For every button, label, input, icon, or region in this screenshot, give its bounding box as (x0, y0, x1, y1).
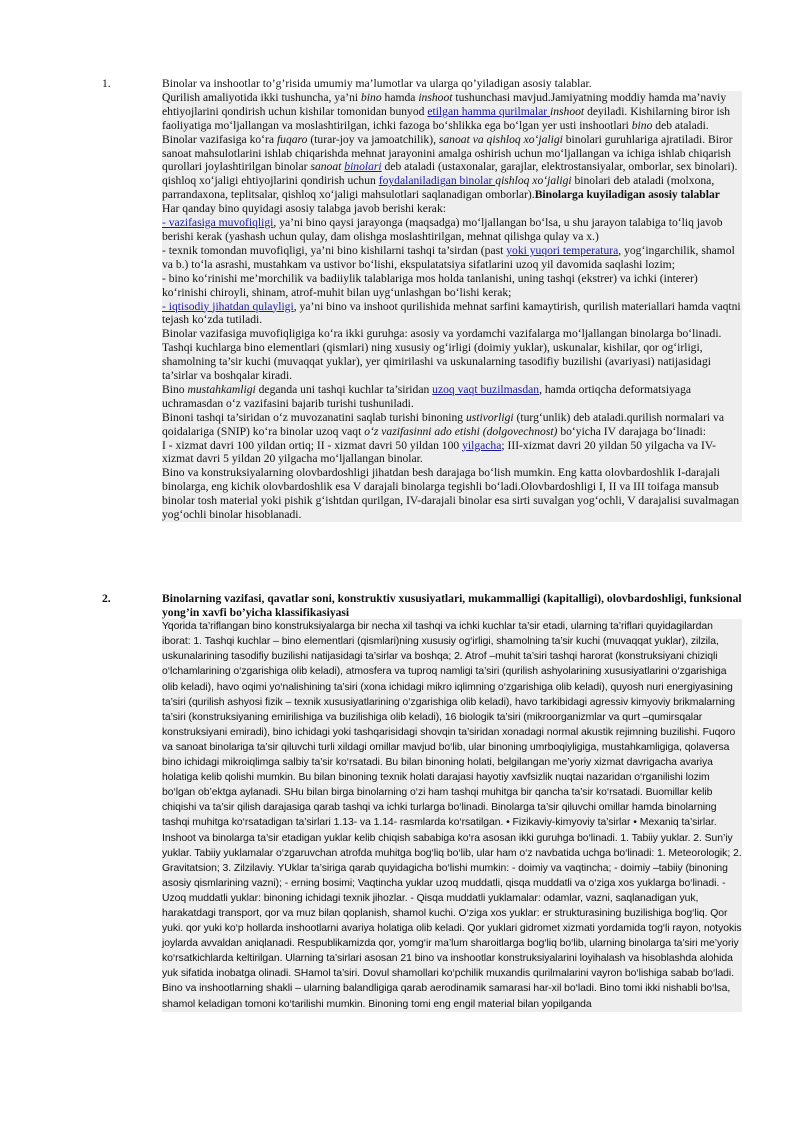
paragraph: - iqtisodiy jihatdan qulayligi, ya’ni bino va inshoot qurilishida mehnat sarfini kamaytirish, qurilish materiallari hamda vaqtni tejash ko‘zda tutiladi. (162, 299, 741, 327)
paragraph: Bino va konstruksiyalarning olovbardoshligi jihatdan besh darajaga bo‘lish mumkin. Eng katta olovbardoshlik I-darajali binolarga, eng kichik olovbardoshlik esa V darajali binolarga tegishli bo‘ladi.Olovbardoshligi I, II va III toifaga mansub binolar tosh material yoki pishik g‘ishtdan qurilgan, IV-darajali binolar esa sirti suvalgan yog‘ochli, V darajalisi suvalmagan yog‘ochli binolar hisoblanadi. (162, 466, 740, 522)
subheading-talablar: Binolarga kuyiladigan asosiy talablar (534, 188, 720, 202)
section-2 (102, 592, 742, 1012)
paragraph: Binoni tashqi ta’siridan o‘z muvozanatini saqlab turishi binoning ustivorligi (turg‘unlik) deb ataladi.qurilish normalari va qoidalariga (SNIP) ko‘ra binolar uzoq vaqt o‘z vazifasinni ado etishi (dolgovechnost) bo‘yicha IV darajaga bo‘linadi: (162, 410, 724, 438)
paragraph: - texnik tomondan muvofiqligi, ya’ni bino kishilarni tashqi ta’sirdan (past yoki yuqori temperatura, yog‘ingarchilik, shamol va b.) to‘la asrashi, mustahkam va ustivor bo‘lishi, ekspulatatsiya sifatlarini uzoq yil davomida saqlashi lozim; (162, 243, 735, 271)
paragraph: I - xizmat davri 100 yildan ortiq; II - xizmat davri 50 yildan 100 yilgacha; III-xizmat davri 20 yildan 50 yilgacha va IV-xizmat davri 5 yildan 20 yilgacha mo‘ljallangan binolar. (162, 438, 716, 466)
paragraph: Har qanday bino quyidagi asosiy talabga javob berishi kerak: (162, 202, 446, 216)
paragraph: Yqorida ta’riflangan bino konstruksiyalarga bir necha xil tashqi va ichki kuchlar ta’sir etadi, ularning ta’riflari quyidagilardan iborat: 1. Tashqi kuchlar – bino elementlari (qismlari)ning xususiy og‘irligi, shamolning ta’sir kuchi (muvaqqat yuklar), zilzila, uskunalarining tasodifiy buzilishi natijasidagi ta’sirlar va boshqa; 2. Atrof –muhit ta’siri tashqi harorat (konstruksiyani chiziqli o‘lchamlarining o‘zgarishiga olib keladi), atmosfera va tuproq namligi ta’siri (qurilish ashyolarining xususiyatlarini o‘zgarishiga olib keladi), havo oqimi yo‘nalishining ta’siri (xona ichidagi mikro iqlimning o‘zgarishiga olib keladi), quyosh nuri energiyasining ta’siri (qurilish ashyosi fizik – texnik xususiyatlarining o‘zgarishiga olib keladi), havo tarkibidagi agressiv kimyoviy brikmalarning ta’siri (konstruksiyaning emirilishiga va buzilishiga olib keladi), 16 biologik ta’siri (mikroorganizmlar va qurt –qumirsqalar konstruksiyani emiradi), bino ichidagi yoki tashqarisidagi shovqin ta’siridan xonadagi normal akustik rejimning buzilishi. Fuqoro va sanoat binolariga ta’sir qiluvchi turli xildagi omillar mavjud bo‘lib, ular binoning umrboqiyligiga, mustahkamligiga, qolaversa bino ichidagi mikroiqlimga salbiy ta’sir ko‘rsatadi. Bu bilan binoning holati, belgilangan me’yoriy xizmat davrigacha avariya holatiga kelib qolishi mumkin. Bu bilan binoning texnik holati darajasi hayotiy xavfsizlik nuqtai nazaridan o‘rganilishi lozim bo‘lgan ob’ektga aylanadi. SHu bilan birga binolarning o‘zi ham tashqi muhitga bir qancha ta’sir ko‘rsatadi. Buomillar kelib chiqishi va ta’sir qilish darajasiga qarab tashqi va ichki turlarga bo‘linadi. Binolarga ta’sir qiluvchi omillar hamda binolarning tashqi muhitga ko‘rsatadigan ta’sirlari 1.13- va 1.14- rasmlarda ko‘rsatilgan. • Fizikaviy-kimyoviy ta’sirlar • Mexaniq ta’sirlar. (162, 621, 736, 829)
paragraph: Binolar vazifasiga ko‘ra fuqaro (turar-joy va jamoatchilik), sanoat va qishloq xo‘jaligi binolari guruhlariga ajratiladi. Biror sanoat mahsulotlarini ishlab chiqarishda mehnat jarayonini amalga oshirish uchun mo‘ljallangan va ichiga ishlab chiqarish qurollari joylashtirilgan binolar sanoat binolari deb ataladi (ustaxonalar, garajlar, elektrostansiyalar, omborlar, sex binolari). qishloq xo‘jaligi ehtiyojlarini qondirish uchun foydalaniladigan binolar qishloq xo‘jaligi binolari deb ataladi (molxona, parrandaxona, teplitsalar, qishloq xo‘jaligi mahsulotlari saqlanadigan omborlar).Binolarga kuyiladigan asosiy talablar (162, 132, 738, 202)
section-1 (102, 77, 742, 522)
link-binolari[interactable]: binolari (344, 160, 382, 174)
section-1-number: 1. (102, 77, 111, 90)
paragraph: Binolar vazifasiga muvofiqligiga ko‘ra ikki guruhga: asosiy va yordamchi vazifalarga mo‘ljallangan binolarga bo‘linadi. (162, 327, 722, 341)
link-uzoq-vaqt[interactable]: uzoq vaqt buzilmasdan (432, 382, 540, 396)
link-foydalaniladigan-binolar[interactable]: foydalaniladigan binolar (378, 174, 496, 188)
section-2-title: Binolarning vazifasi, qavatlar soni, konstruktiv xususiyatlari, mukammalligi (kapitalligi), olovbardoshligi, funksional yong’in xavfi bo’yicha klassifikasiyasi (162, 592, 742, 619)
link-vazifasiga-muvofiqligi[interactable]: - vazifasiga muvofiqligi (162, 216, 274, 230)
paragraph: Inshoot va binolarga ta’sir etadigan yuklar kelib chiqish sababiga ko‘ra asosan ikki guruhga bo‘linadi. 1. Tabiiy yuklar. 2. Sun’iy yuklar. Tabiiy yuklamalar o‘zgaruvchan atrofda muhitga bog‘liq bo‘lib, ular ham o‘z navbatida uchga bo‘linadi: 1. Meteorologik; 2. Gravitatsion; 3. Zilzilaviy. YUklar ta’siriga qarab quyidagicha bo‘lishi mumkin: - doimiy va vaqtincha; - doimiy –tabiiy (binoning asosiy qismlarining vazni); - erning bosimi; Vaqtincha yuklar uzoq muddatli, qisqa muddatli va o‘ziga xos yuklarga bo‘linadi. - Uzoq muddatli yuklar: binoning ichidagi texnik jihozlar. - Qisqa muddatli yuklamalar: odamlar, vazni, saqlanadigan yuk, harakatdagi transport, qor va muz bilan qoplanish, shamol kuchi. O‘ziga xos yuklar: er strukturasining buzilishiga bog‘liq. Qor yuki. qor yuki ko‘p hollarda inshootlarni avariya holatiga olib keladi. Qor yuklari gidromet xizmati yordamida tog‘li rayon, notyokis joylarda avvaldan aniqlanadi. Respublikamizda qor, yomg‘ir ma’lum sharoitlarga bog‘liq bo‘lib, ularning binolarga ta’siri me’yoriy ko‘rsatkichlarda keltirilgan. Ularning ta’sirlari asosan 21 bino va inshootlar konstruksiyalarini loyihalash va hisoblashda alohida yuk sifatida inobatga olinadi. SHamol ta’siri. Dovul shamollari ko‘pchilik muxandis qurilmalarini vayron bo‘lishiga sabab bo‘ladi. Bino va inshootlarning shakli – ularning balandligiga qarab aerodinamik samarasi har-xil bo‘ladi. Bino tomi ikki nishabli bo‘lsa, shamol keladigan tomoni ko‘tarilishi mumkin. Binoning tomi eng engil material bilan yopilganda (162, 832, 742, 1010)
paragraph: - bino ko‘rinishi me’morchilik va badiiylik talablariga mos holda tanlanishi, uning tashqi (ekstrer) va ichki (interer) ko‘rinishi chiroyli, shinam, atrof-muhit bilan uyg‘unlashgan bo‘lishi kerak; (162, 271, 698, 299)
section-1-body (162, 91, 742, 522)
link-iqtisodiy[interactable]: - iqtisodiy jihatdan qulayligi (162, 299, 294, 313)
link-yilgacha[interactable]: yilgacha (462, 438, 502, 452)
section-1-title: Binolar va inshootlar to’g’risida umumiy ma’lumotlar va ularga qo’yiladigan asosiy talablar. (162, 77, 592, 90)
paragraph: Qurilish amaliyotida ikki tushuncha, ya’ni bino hamda inshoot tushunchasi mavjud.Jamiyatning moddiy hamda ma’naviy ehtiyojlarini qondirish uchun kishilar tomonidan bunyod etilgan hamma qurilmalar inshoot deyiladi. Kishilarning biror ish faoliyatiga mo‘ljallangan va moslashtirilgan, ichki fazoga bo‘shlikka ega bo‘lgan yer usti inshootlari bino deb ataladi. (162, 90, 731, 132)
paragraph: Tashqi kuchlarga bino elementlari (qismlari) ning xususiy og‘irligi (doimiy yuklar), uskunalar, kishilar, qor og‘irligi, shamolning ta’sir kuchi (muvaqqat yuklar), yer qimirilashi va uskunalarning tasodifiy buzilishi (avariyasi) natijasidagi ta’sirlar va boshqalar kiradi. (162, 341, 711, 383)
link-temperatura[interactable]: yoki yuqori temperatura (506, 243, 619, 257)
link-qurilmalar[interactable]: etilgan hamma qurilmalar (427, 104, 551, 118)
paragraph: - vazifasiga muvofiqligi, ya’ni bino qaysi jarayonga (maqsadga) mo‘ljallangan bo‘lsa, u shu jarayon talabiga to‘liq javob berishi kerak (yashash uchun qulay, dam olishga moslashtirilgan, mehnat qilishga qulay va x.) (162, 216, 723, 243)
section-2-body (162, 619, 742, 1011)
paragraph: Bino mustahkamligi deganda uni tashqi kuchlar ta’siridan uzoq vaqt buzilmasdan, hamda ortiqcha deformatsiyaga uchramasdan o‘z vazifasini bajarib turishi tushuniladi. (162, 382, 692, 410)
section-2-number: 2. (102, 592, 111, 605)
